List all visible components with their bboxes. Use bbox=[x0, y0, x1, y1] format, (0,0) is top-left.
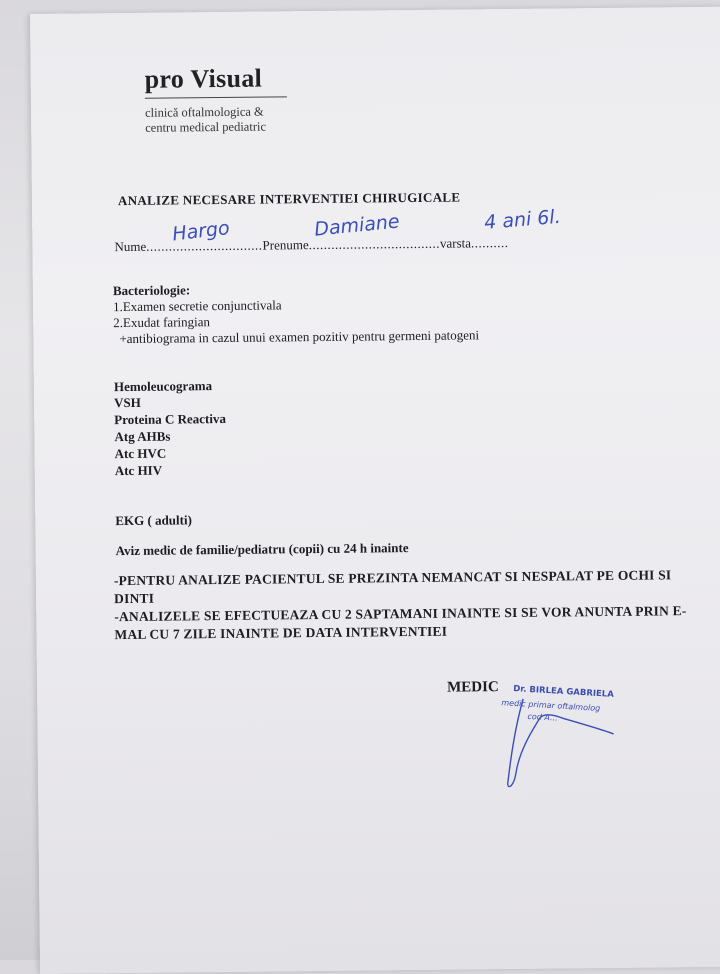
name-label: Nume bbox=[114, 238, 147, 255]
note-line-2: DINTI bbox=[114, 590, 155, 607]
stamp-code: cod A... bbox=[527, 711, 558, 723]
varsta-dots: .......... bbox=[470, 235, 509, 251]
note-line-3: -ANALIZELE SE EFECTUEAZA CU 2 SAPTAMANI INAINTE SI SE VOR ANUNTA PRIN E- bbox=[114, 603, 687, 625]
medic-label: MEDIC bbox=[446, 679, 499, 696]
document-page bbox=[30, 7, 720, 974]
test-vsh: VSH bbox=[113, 394, 141, 411]
logo-divider bbox=[145, 96, 287, 98]
doctor-stamp-signature bbox=[493, 668, 634, 799]
clinic-subtitle-line-1: clinică oftalmologica & bbox=[144, 104, 264, 120]
varsta-label: varsta bbox=[439, 235, 472, 251]
ekg-line: EKG ( adulti) bbox=[115, 512, 192, 529]
prenume-dots: ................................... bbox=[308, 235, 441, 253]
handwritten-name: Hargo bbox=[171, 216, 231, 246]
aviz-line: Aviz medic de familie/pediatru (copii) cu 24 h inainte bbox=[115, 540, 409, 559]
document-heading: ANALIZE NECESARE INTERVENTIEI CHIRUGICALE bbox=[117, 189, 461, 209]
test-hemoleucograma: Hemoleucograma bbox=[113, 378, 213, 395]
test-proteina-c: Proteina C Reactiva bbox=[114, 410, 227, 428]
clinic-logo-title: pro Visual bbox=[144, 63, 263, 94]
handwritten-prenume: Damiane bbox=[313, 210, 401, 241]
handwritten-varsta: 4 ani 6l. bbox=[483, 205, 562, 234]
test-atc-hiv: Atc HIV bbox=[114, 462, 163, 479]
name-dots: ............................... bbox=[146, 237, 263, 254]
clinic-subtitle-line-2: centru medical pediatric bbox=[145, 119, 267, 135]
bacteriologie-item-2: 2.Exudat faringian bbox=[113, 314, 211, 331]
test-atg-ahbs: Atg AHBs bbox=[114, 428, 171, 445]
stamp-title: medic primar oftalmolog bbox=[501, 698, 601, 713]
stamp-name: Dr. BIRLEA GABRIELA bbox=[512, 683, 615, 700]
test-atc-hvc: Atc HVC bbox=[114, 445, 167, 462]
bacteriologie-item-3: +antibiograma in cazul unui examen pozitiv pentru germeni patogeni bbox=[119, 327, 480, 347]
note-line-1: -PENTRU ANALIZE PACIENTUL SE PREZINTA NEMANCAT SI NESPALAT PE OCHI SI bbox=[113, 567, 672, 589]
note-line-4: MAL CU 7 ZILE INAINTE DE DATA INTERVENTIEI bbox=[114, 623, 448, 643]
bacteriologie-item-1: 1.Examen secretie conjunctivala bbox=[112, 297, 282, 315]
bacteriologie-title: Bacteriologie: bbox=[112, 282, 191, 299]
prenume-label: Prenume bbox=[262, 237, 309, 253]
